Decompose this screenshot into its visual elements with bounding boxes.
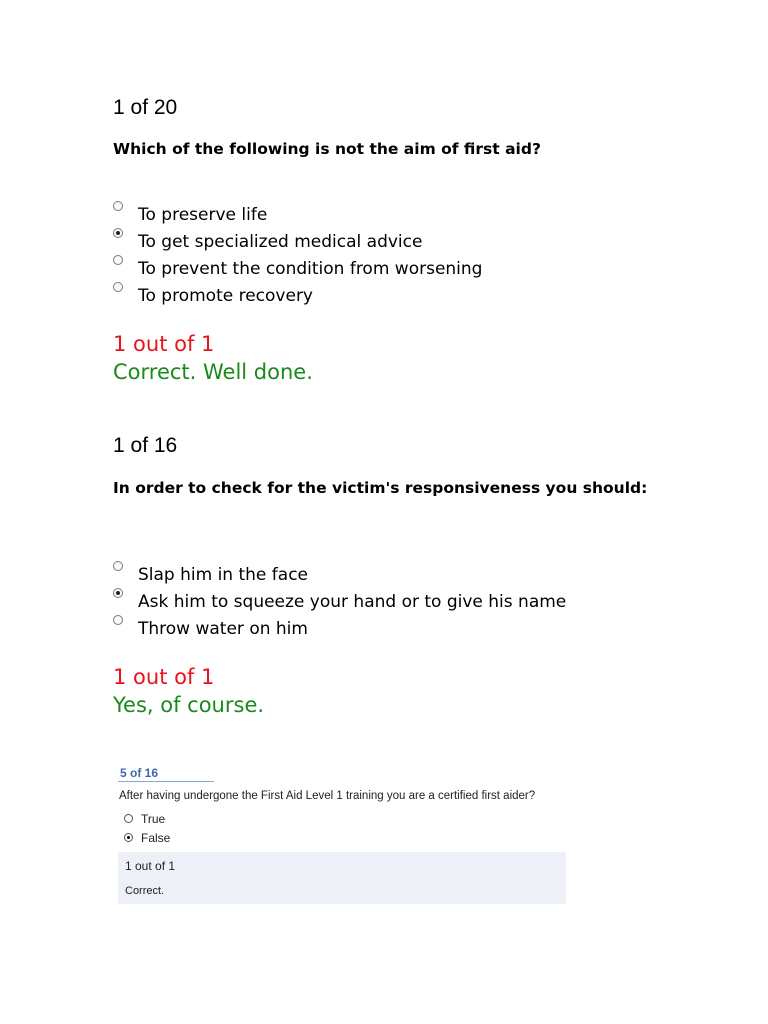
option-label: Slap him in the face [138,565,308,585]
card-option-label: True [141,812,166,826]
option-label: Throw water on him [138,619,308,639]
card-feedback: Correct. [125,885,165,897]
question-1-text: Which of the following is not the aim of first aid? [113,140,541,158]
radio-unchecked-icon[interactable] [113,282,123,292]
card-score: 1 out of 1 [125,859,176,873]
option-label: To preserve life [138,205,268,225]
quiz-result-card [118,764,566,904]
radio-unchecked-icon[interactable] [113,561,123,571]
question-2-number: 1 of 16 [113,434,178,457]
card-option-label: False [141,831,171,845]
option-label: To promote recovery [138,286,313,306]
radio-unchecked-icon[interactable] [124,814,133,823]
card-number-underline [118,781,214,782]
question-2-text: In order to check for the victim's responsiveness you should: [113,479,648,497]
option-label: To get specialized medical advice [138,232,423,252]
radio-unchecked-icon[interactable] [113,255,123,265]
radio-checked-icon[interactable] [113,228,123,238]
card-question-text: After having undergone the First Aid Level 1 training you are a certified first aider? [119,790,536,802]
question-1-number: 1 of 20 [113,96,178,119]
option-label: To prevent the condition from worsening [138,259,483,279]
radio-unchecked-icon[interactable] [113,615,123,625]
option-label: Ask him to squeeze your hand or to give his name [138,592,567,612]
radio-unchecked-icon[interactable] [113,201,123,211]
question-1-score: 1 out of 1 [113,332,215,356]
question-2-score: 1 out of 1 [113,665,215,689]
question-1-feedback: Correct. Well done. [113,360,313,384]
card-question-number: 5 of 16 [120,766,159,780]
radio-checked-icon[interactable] [124,833,133,842]
radio-checked-icon[interactable] [113,588,123,598]
card-result-panel [118,852,566,904]
question-2-feedback: Yes, of course. [113,693,265,717]
